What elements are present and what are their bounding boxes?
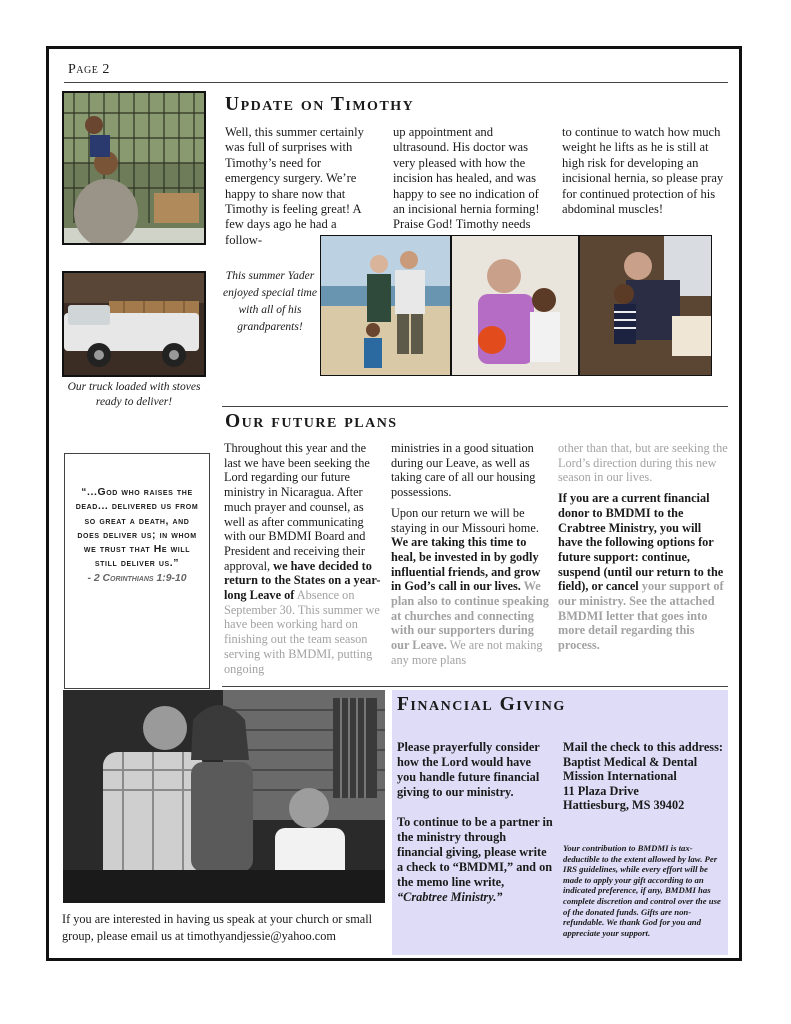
mail-label: Mail the check to this address:	[563, 740, 723, 754]
future-col-2-p1: ministries in a good situation during our Leave, as well as taking care of all our housing possessions.	[391, 441, 536, 500]
scripture-quote-box	[64, 453, 210, 689]
update-col-3: to continue to watch how much weight he lifts as he is still at high risk for developing an incisional hernia, so please pray for continued protection of his abdominal muscles!	[562, 125, 724, 217]
scripture-citation: - 2 Corinthians 1:9-10	[87, 572, 187, 584]
scripture-quote: “...God who raises the dead... delivered us from so great a death, and does deliver us; in whom we trust that He will still deliver us.”	[75, 487, 199, 570]
beach-photo	[320, 235, 451, 376]
address-line-2: 11 Plaza Drive	[563, 783, 639, 798]
giving-memo: “Crabtree Ministry.”	[397, 890, 503, 904]
giving-instructions: To continue to be a partner in the ministry through financial giving, please write a check to “BMDMI,” and on the memo line write,	[397, 815, 553, 889]
tax-disclaimer: Your contribution to BMDMI is tax-deductible to the extent allowed by law. Per IRS guidelines, while every effort will be made to apply your gift according to an indicated preference, if any, BMDMI has complete discretion and control over the use of the donated funds. Gifts are non-refundable. We thank God for you and appreciate your support.	[563, 843, 721, 938]
giving-col-2	[563, 740, 723, 813]
future-col-3	[558, 441, 728, 653]
future-title: Our future plans	[225, 411, 398, 432]
future-col-2-speaking: We plan also to continue speaking at churches and connecting with our supporters during our Leave.	[391, 579, 549, 653]
giving-col-1	[397, 740, 553, 905]
truck-caption: Our truck loaded with stoves ready to deliver!	[67, 381, 201, 408]
future-col-2-heal: We are taking this time to heal, be invested in by godly influential friends, and grow in God’s call in our lives.	[391, 535, 541, 594]
update-col-2: up appointment and ultrasound. His doctor was very pleased with how the incision has healed, and was happy to see no indication of an incisional hernia forming! Praise God! Timothy needs	[393, 125, 540, 232]
grandpa-photo	[579, 235, 712, 376]
future-col-2-plans: We are not making any more plans	[391, 638, 543, 667]
future-col-1-intro: Throughout this year and the last we have been seeking the Lord regarding our future ministry in Nicaragua. After much prayer and counsel, as well as after communicating with our BMDMI Board and President and receiving their approval,	[224, 441, 370, 573]
grandparents-caption: This summer Yader enjoyed special time with all of his grandparents!	[223, 270, 317, 333]
address-line-1: Baptist Medical & Dental Mission International	[563, 754, 698, 784]
zoo-photo	[62, 91, 206, 245]
future-col-1-decision: we have decided to return to the States on a year-long Leave of	[224, 558, 381, 603]
address-line-3: Hattiesburg, MS 39402	[563, 798, 685, 813]
section-rule-1	[222, 406, 728, 407]
update-col-1: Well, this summer certainly was full of surprises with Timothy’s need for emergency surgery. We’re happy to share now that Timothy is feeling great! A few days ago he had a follow-	[225, 125, 364, 247]
update-title: Update on Timothy	[225, 94, 415, 115]
future-col-2	[391, 441, 549, 668]
section-rule-2	[222, 686, 728, 687]
family-photo	[63, 690, 385, 903]
future-col-1	[224, 441, 384, 676]
giving-title: Financial Giving	[397, 694, 566, 715]
giving-consider: Please prayerfully consider how the Lord would have you handle future financial giving to our ministry.	[397, 740, 540, 799]
future-col-1-summer: Absence on September 30. This summer we have been working hard on finishing out the team season serving with BMDMI, putting ongoing	[224, 588, 380, 676]
future-col-3-options: If you are a current financial donor to BMDMI to the Crabtree Ministry, you will have the following options for future support: continue, suspend (until our return to the field), or cancel	[558, 491, 724, 594]
header-rule	[64, 82, 728, 83]
speaking-invitation: If you are interested in having us speak at your church or small group, please email us at timothyandjessie@yahoo.com	[62, 912, 373, 943]
future-col-3-p1: other than that, but are seeking the Lord’s direction during this new season in our lives.	[558, 441, 728, 485]
grandma-photo	[451, 235, 579, 376]
truck-photo	[62, 271, 206, 377]
future-col-2-return: Upon our return we will be staying in our Missouri home.	[391, 505, 539, 535]
future-col-3-letter: your support of our ministry. See the attached BMDMI letter that goes into more detail regarding this process.	[558, 579, 724, 653]
page-label: Page 2	[68, 62, 110, 77]
